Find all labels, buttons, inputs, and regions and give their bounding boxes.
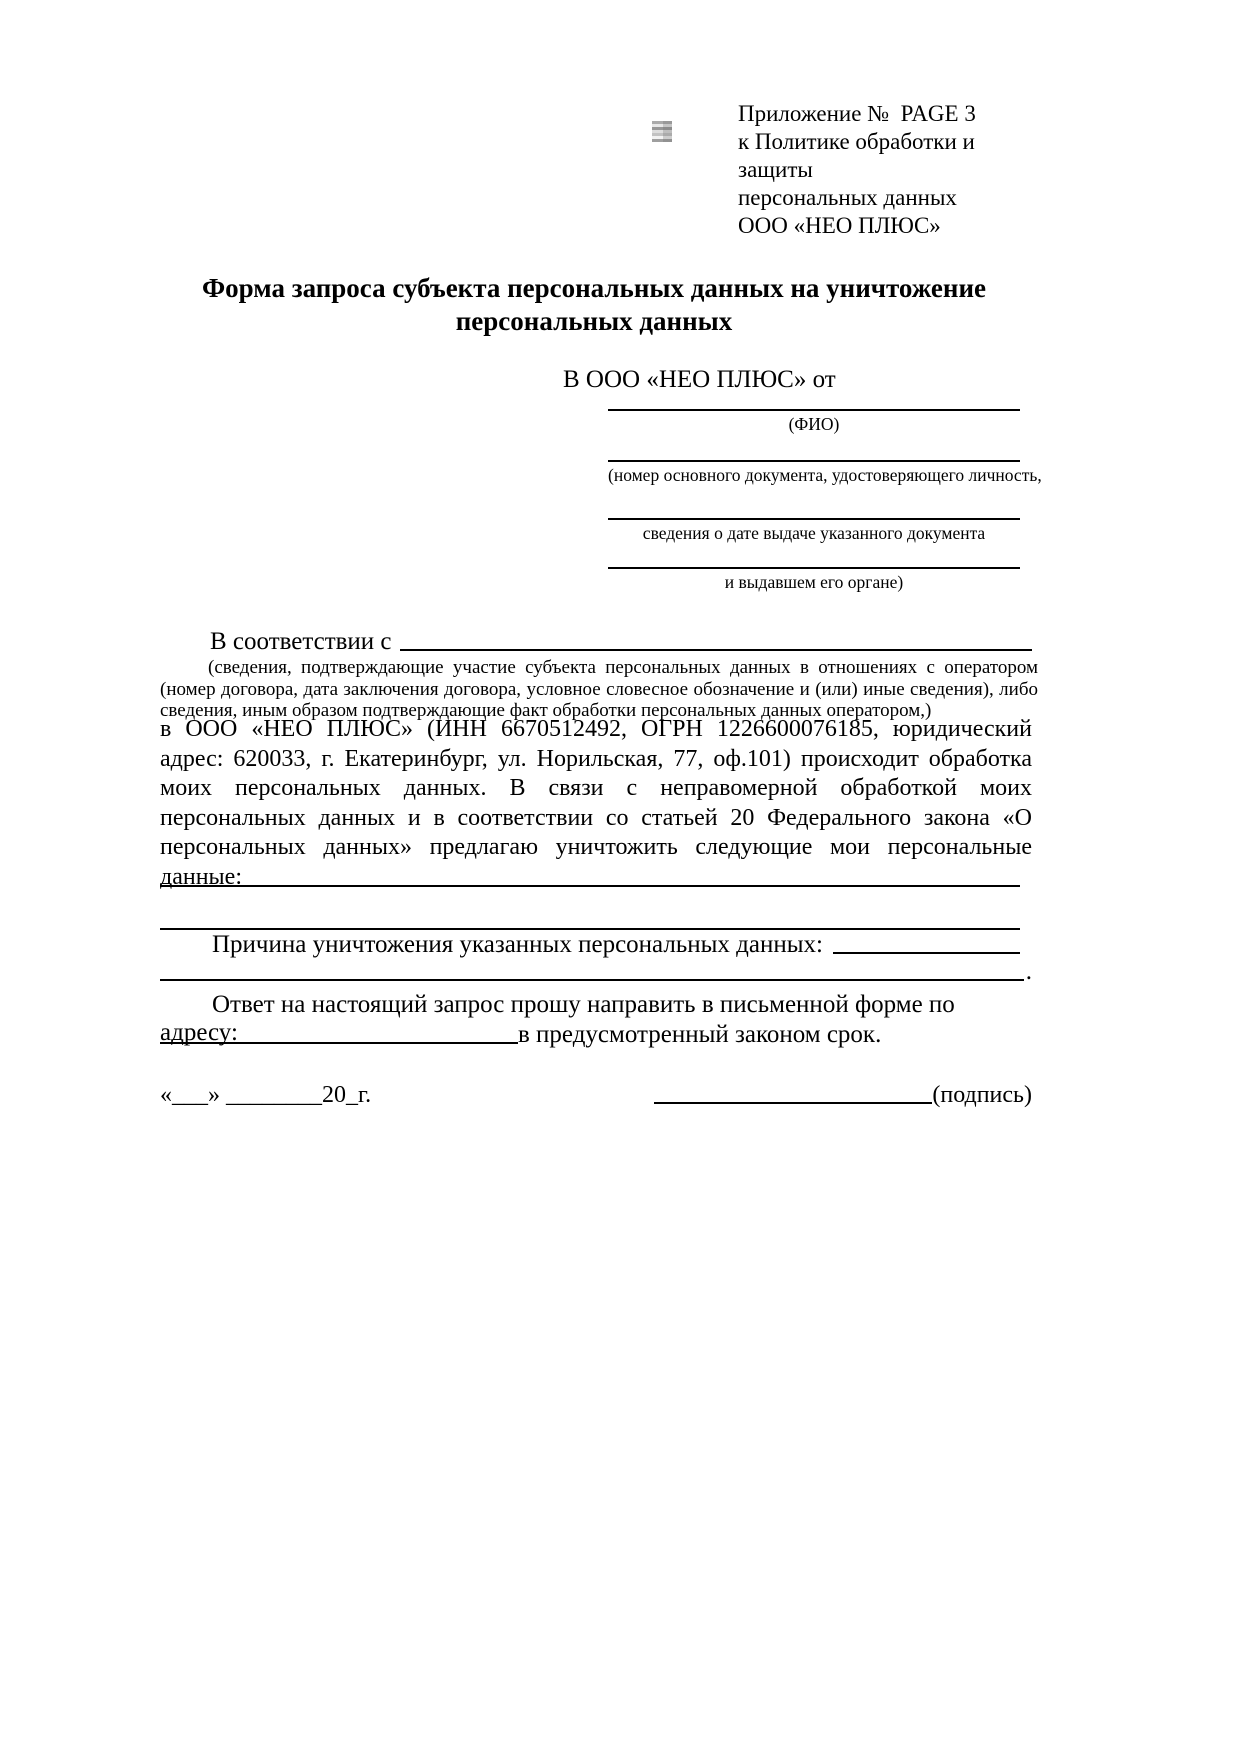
title-line-1: Форма запроса субъекта персональных данных на уничтожение — [201, 273, 987, 303]
response-request-line: Ответ на настоящий запрос прошу направить в письменной форме по адресу: — [160, 991, 955, 1046]
response-address-line — [160, 1021, 1032, 1049]
footnote-text: (сведения, подтверждающие участие субъекта персональных данных в отношениях с оператором (номер договора, дата заключения договора, условное словесное обозначение и (или) иные сведения), либо сведения, иным образом подтверждающие факт обработки персональных данных оператором,) — [160, 657, 1038, 721]
document-number-field — [608, 460, 1042, 518]
pixelated-image-artifact-icon — [652, 121, 672, 142]
issue-date-field-caption: сведения о дате выдаче указанного документа — [642, 523, 986, 543]
signature-caption: (подпись) — [932, 1082, 1032, 1108]
addressee-line: В ООО «НЕО ПЛЮС» от — [563, 366, 836, 393]
issuing-authority-field — [608, 567, 1020, 592]
fill-in-line — [400, 649, 1032, 651]
reason-line — [160, 931, 1020, 959]
fill-in-line — [160, 885, 1020, 887]
issue-date-field — [608, 518, 1020, 567]
document-title — [156, 272, 1032, 338]
appendix-line-company: ООО «НЕО ПЛЮС» — [738, 213, 941, 238]
signature-row — [160, 1082, 1032, 1109]
issuing-authority-field-caption: и выдавшем его органе) — [724, 572, 904, 592]
fill-in-line — [160, 928, 1020, 930]
date-blank: «___» ________20_г. — [160, 1082, 372, 1108]
document-number-field-caption: (номер основного документа, удостоверяющего личность, — [608, 465, 1042, 485]
appendix-header — [738, 100, 1050, 240]
in-accordance-line — [160, 628, 1032, 656]
in-accordance-label: В соответствии с — [210, 628, 392, 655]
title-line-2: персональных данных — [455, 306, 733, 336]
appendix-line-personal-data: персональных данных — [738, 185, 957, 210]
period-text: . — [1025, 958, 1032, 985]
addressee-fields — [608, 409, 1042, 592]
fill-in-line-with-period — [160, 958, 1032, 986]
appendix-line-number: Приложение № PAGE 3 — [738, 101, 976, 126]
main-paragraph: в ООО «НЕО ПЛЮС» (ИНН 6670512492, ОГРН 1226600076185, юридический адрес: 620033, г. Екатеринбург, ул. Норильская, 77, оф.101) происходит обработка моих персональных данных. В связи с неправомерной обработкой моих персональных данных и в соответствии со статьей 20 Федерального закона «О персональных данных» предлагаю уничтожить следующие мои персональные данные: — [160, 716, 1032, 890]
fill-in-line — [833, 952, 1020, 954]
fill-in-line — [160, 979, 1024, 981]
fio-field-caption: (ФИО) — [788, 414, 840, 434]
response-suffix-text: в предусмотренный законом срок. — [518, 1021, 882, 1048]
fio-field — [608, 409, 1020, 460]
reason-label: Причина уничтожения указанных персональных данных: — [212, 931, 823, 958]
fill-in-line — [160, 1042, 518, 1044]
appendix-line-policy: к Политике обработки и защиты — [738, 129, 981, 182]
signature-line — [654, 1102, 932, 1104]
